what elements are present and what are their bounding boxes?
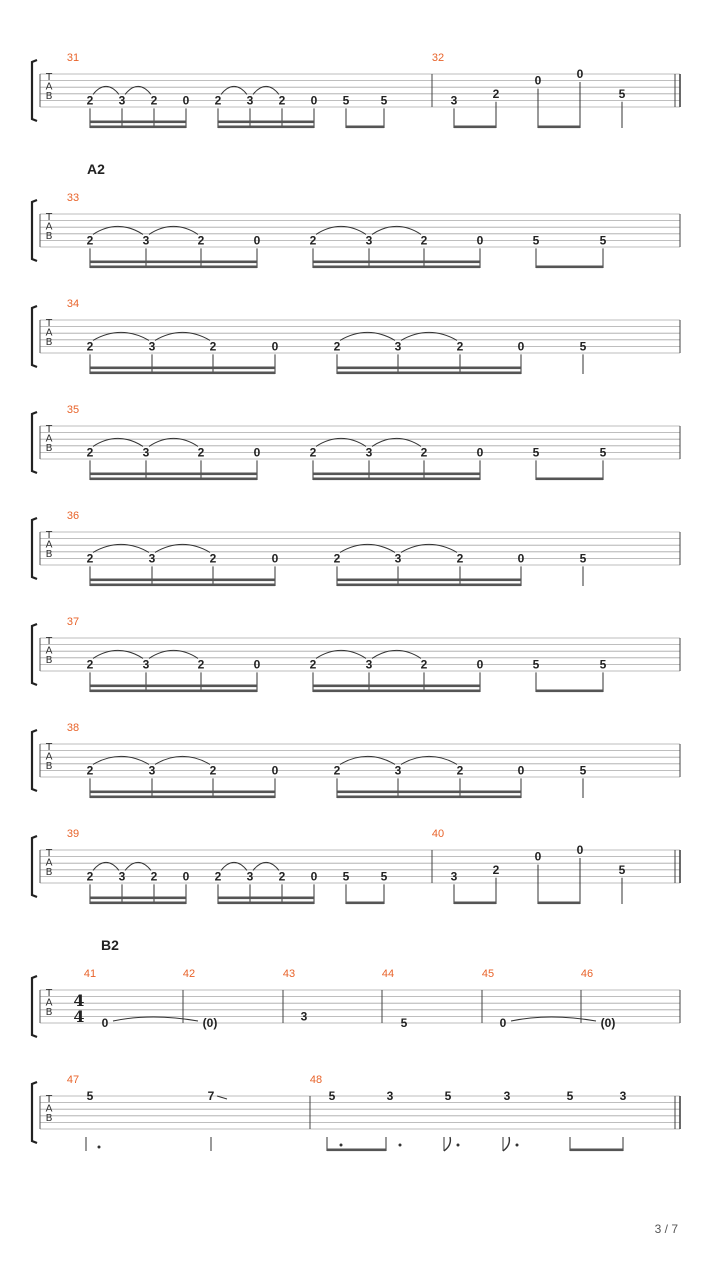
fret-number: 0 (476, 233, 484, 248)
fret-number: 2 (214, 93, 222, 108)
slur-arc (155, 544, 210, 552)
slur-arc (372, 650, 421, 658)
slur-arc (93, 544, 149, 552)
note-beam (313, 473, 480, 476)
note-beam (90, 261, 257, 264)
note-beam (536, 690, 603, 693)
note-beam (313, 690, 480, 693)
fret-number: 2 (278, 93, 286, 108)
fret-number: 0 (576, 67, 584, 81)
fret-number: 2 (86, 445, 94, 460)
tab-clef-letter: B (45, 549, 53, 560)
tab-clef-letter: A (45, 751, 53, 763)
note-beam (218, 902, 314, 905)
fret-number: 3 (394, 763, 402, 778)
fret-number: 2 (86, 93, 94, 108)
tab-clef-letter: B (45, 655, 53, 666)
tab-clef-letter: A (45, 81, 53, 93)
system-bracket (32, 1082, 37, 1143)
system-bracket (32, 306, 37, 367)
fret-number: 0 (253, 657, 261, 672)
slur-arc (93, 756, 149, 764)
tab-clef-letter: T (45, 72, 53, 83)
note-beam (218, 126, 314, 129)
note-beam (90, 796, 275, 799)
note-beam (454, 902, 496, 905)
note-beam (337, 796, 521, 799)
fret-number: 3 (142, 445, 150, 460)
fret-number: 5 (618, 86, 626, 101)
section-marker: A2 (87, 161, 105, 177)
note-beam (337, 579, 521, 582)
slur-arc (149, 650, 198, 658)
tab-clef-letter: A (45, 433, 53, 445)
note-beam (538, 902, 580, 905)
note-beam (337, 791, 521, 794)
fret-number: 2 (86, 551, 94, 566)
slur-arc (340, 756, 395, 764)
bar-number: 37 (66, 616, 80, 628)
system-bracket (32, 412, 37, 473)
fret-number: 3 (148, 551, 156, 566)
fret-number-tied: (0) (600, 1016, 616, 1030)
fret-number: 2 (209, 551, 217, 566)
fret-number: 2 (86, 233, 94, 248)
fret-number: 3 (118, 93, 126, 108)
fret-number-tied: (0) (202, 1016, 218, 1030)
tab-clef-letter: B (45, 337, 53, 348)
fret-number: 5 (328, 1089, 336, 1103)
fret-number: 2 (420, 445, 428, 460)
fret-number: 5 (380, 93, 388, 108)
tab-clef-letter: B (45, 1007, 53, 1018)
tab-clef-letter: T (45, 1094, 53, 1105)
fret-number: 5 (86, 1089, 94, 1103)
note-beam (536, 478, 603, 481)
fret-number: 3 (394, 339, 402, 354)
note-beam (218, 121, 314, 124)
note-beam (570, 1149, 623, 1152)
tab-clef-letter: T (45, 742, 53, 753)
fret-number: 0 (182, 869, 190, 884)
fret-number: 2 (456, 551, 464, 566)
tab-clef-letter: B (45, 443, 53, 454)
fret-number: 2 (197, 657, 205, 672)
note-beam (327, 1149, 386, 1152)
fret-number: 2 (333, 763, 341, 778)
tab-clef-letter: A (45, 857, 53, 869)
fret-number: 3 (148, 339, 156, 354)
note-beam (346, 902, 384, 905)
bar-number: 44 (381, 968, 395, 980)
fret-number: 5 (599, 233, 607, 248)
tab-clef-letter: T (45, 212, 53, 223)
fret-number: 3 (118, 869, 126, 884)
fret-number: 0 (182, 93, 190, 108)
slide-mark (217, 1096, 227, 1099)
time-signature-top: 4 (73, 991, 85, 1010)
fret-number: 2 (420, 233, 428, 248)
fret-number: 2 (309, 233, 317, 248)
note-beam (90, 584, 275, 587)
fret-number: 3 (365, 657, 373, 672)
fret-number: 0 (517, 339, 525, 354)
note-flag (503, 1137, 509, 1151)
tab-clef-letter: T (45, 988, 53, 999)
fret-number: 0 (101, 1016, 109, 1030)
fret-number: 0 (253, 445, 261, 460)
fret-number: 5 (532, 233, 540, 248)
fret-number: 3 (450, 93, 458, 108)
note-flag (444, 1137, 450, 1151)
slur-arc (316, 650, 366, 658)
fret-number: 2 (150, 869, 158, 884)
bar-number: 46 (580, 968, 594, 980)
bar-number: 45 (481, 968, 495, 980)
fret-number: 0 (253, 233, 261, 248)
fret-number: 5 (380, 869, 388, 884)
fret-number: 0 (476, 445, 484, 460)
fret-number: 2 (214, 869, 222, 884)
slur-arc (155, 756, 210, 764)
note-beam (90, 902, 186, 905)
note-beam (337, 372, 521, 375)
note-beam (90, 690, 257, 693)
fret-number: 2 (492, 86, 500, 101)
page-number: 3 / 7 (654, 1222, 678, 1236)
fret-number: 5 (579, 339, 587, 354)
tab-clef-letter: A (45, 539, 53, 551)
fret-number: 0 (517, 763, 525, 778)
system-bracket (32, 836, 37, 897)
note-beam (90, 266, 257, 269)
tab-clef-letter: T (45, 530, 53, 541)
fret-number: 2 (456, 339, 464, 354)
tab-clef-letter: A (45, 221, 53, 233)
fret-number: 3 (246, 869, 254, 884)
fret-number: 2 (456, 763, 464, 778)
fret-number: 2 (209, 339, 217, 354)
note-beam (337, 584, 521, 587)
fret-number: 2 (209, 763, 217, 778)
fret-number: 2 (197, 233, 205, 248)
note-beam (218, 897, 314, 900)
tab-clef-letter: T (45, 424, 53, 435)
bar-number: 40 (431, 828, 445, 840)
bar-number: 43 (282, 968, 296, 980)
note-beam (90, 372, 275, 375)
note-beam (346, 126, 384, 129)
fret-number: 2 (197, 445, 205, 460)
bar-number: 42 (182, 968, 196, 980)
fret-number: 5 (444, 1089, 452, 1103)
slur-arc (93, 862, 119, 870)
fret-number: 3 (365, 233, 373, 248)
fret-number: 2 (278, 869, 286, 884)
fret-number: 0 (517, 551, 525, 566)
note-beam (538, 126, 580, 129)
note-beam (313, 478, 480, 481)
bar-number: 41 (83, 968, 97, 980)
note-beam (313, 261, 480, 264)
system-bracket (32, 976, 37, 1037)
slur-arc (253, 862, 279, 870)
fret-number: 2 (86, 657, 94, 672)
tab-clef-letter: A (45, 997, 53, 1009)
bar-number: 33 (66, 192, 80, 204)
fret-number: 0 (499, 1016, 507, 1030)
dot (340, 1144, 343, 1147)
fret-number: 2 (86, 869, 94, 884)
bar-number: 38 (66, 722, 80, 734)
fret-number: 3 (148, 763, 156, 778)
note-beam (90, 367, 275, 370)
fret-number: 0 (271, 763, 279, 778)
bar-number: 36 (66, 510, 80, 522)
fret-number: 5 (599, 657, 607, 672)
fret-number: 0 (534, 849, 542, 864)
note-beam (90, 473, 257, 476)
fret-number: 2 (309, 657, 317, 672)
bar-number: 32 (431, 52, 445, 64)
note-beam (90, 791, 275, 794)
fret-number: 2 (150, 93, 158, 108)
dot (457, 1144, 460, 1147)
section-marker: B2 (101, 937, 119, 953)
bar-number: 48 (309, 1074, 323, 1086)
tab-clef-letter: B (45, 867, 53, 878)
slur-arc (401, 544, 457, 552)
fret-number: 3 (365, 445, 373, 460)
tab-clef-letter: T (45, 318, 53, 329)
dot (516, 1144, 519, 1147)
fret-number: 5 (342, 93, 350, 108)
bar-number: 34 (66, 298, 80, 310)
tab-clef-letter: B (45, 91, 53, 102)
tab-clef-letter: T (45, 848, 53, 859)
fret-number: 3 (386, 1089, 394, 1103)
fret-number: 5 (566, 1089, 574, 1103)
fret-number: 3 (142, 657, 150, 672)
fret-number: 0 (271, 339, 279, 354)
note-beam (90, 478, 257, 481)
fret-number: 5 (599, 445, 607, 460)
note-beam (90, 897, 186, 900)
fret-number: 2 (420, 657, 428, 672)
tab-clef-letter: A (45, 327, 53, 339)
fret-number: 0 (476, 657, 484, 672)
fret-number: 5 (400, 1016, 408, 1030)
slur-arc (401, 756, 457, 764)
dot (98, 1146, 101, 1149)
fret-number: 2 (86, 339, 94, 354)
tab-clef-letter: B (45, 1113, 53, 1124)
fret-number: 5 (579, 551, 587, 566)
fret-number: 7 (207, 1089, 215, 1103)
fret-number: 3 (300, 1009, 308, 1024)
bar-number: 31 (66, 52, 80, 64)
bar-number: 39 (66, 828, 80, 840)
system-bracket (32, 518, 37, 579)
fret-number: 0 (271, 551, 279, 566)
note-beam (90, 579, 275, 582)
fret-number: 0 (310, 93, 318, 108)
fret-number: 2 (86, 763, 94, 778)
note-beam (90, 685, 257, 688)
fret-number: 5 (532, 445, 540, 460)
tab-clef-letter: A (45, 645, 53, 657)
slur-arc (340, 544, 395, 552)
fret-number: 3 (394, 551, 402, 566)
fret-number: 3 (619, 1089, 627, 1103)
tab-clef-letter: B (45, 231, 53, 242)
dot (399, 1144, 402, 1147)
fret-number: 3 (503, 1089, 511, 1103)
note-beam (313, 685, 480, 688)
slur-arc (93, 650, 143, 658)
time-signature-bottom: 4 (73, 1007, 85, 1026)
tie-arc (511, 1017, 596, 1021)
note-beam (90, 126, 186, 129)
fret-number: 3 (142, 233, 150, 248)
fret-number: 0 (310, 869, 318, 884)
note-beam (454, 126, 496, 129)
note-beam (313, 266, 480, 269)
fret-number: 5 (579, 763, 587, 778)
fret-number: 2 (492, 862, 500, 877)
fret-number: 0 (534, 73, 542, 88)
system-bracket (32, 200, 37, 261)
fret-number: 3 (246, 93, 254, 108)
tab-clef-letter: T (45, 636, 53, 647)
fret-number: 2 (309, 445, 317, 460)
bar-number: 35 (66, 404, 80, 416)
fret-number: 2 (333, 551, 341, 566)
note-beam (90, 121, 186, 124)
system-bracket (32, 624, 37, 685)
fret-number: 0 (576, 843, 584, 857)
fret-number: 2 (333, 339, 341, 354)
fret-number: 5 (618, 862, 626, 877)
slur-arc (125, 862, 151, 870)
fret-number: 5 (532, 657, 540, 672)
tab-clef-letter: A (45, 1103, 53, 1115)
tie-arc (113, 1017, 198, 1021)
note-beam (337, 367, 521, 370)
bar-number: 47 (66, 1074, 80, 1086)
system-bracket (32, 730, 37, 791)
system-bracket (32, 60, 37, 121)
fret-number: 3 (450, 869, 458, 884)
note-beam (536, 266, 603, 269)
slur-arc (221, 862, 247, 870)
fret-number: 5 (342, 869, 350, 884)
tab-clef-letter: B (45, 761, 53, 772)
